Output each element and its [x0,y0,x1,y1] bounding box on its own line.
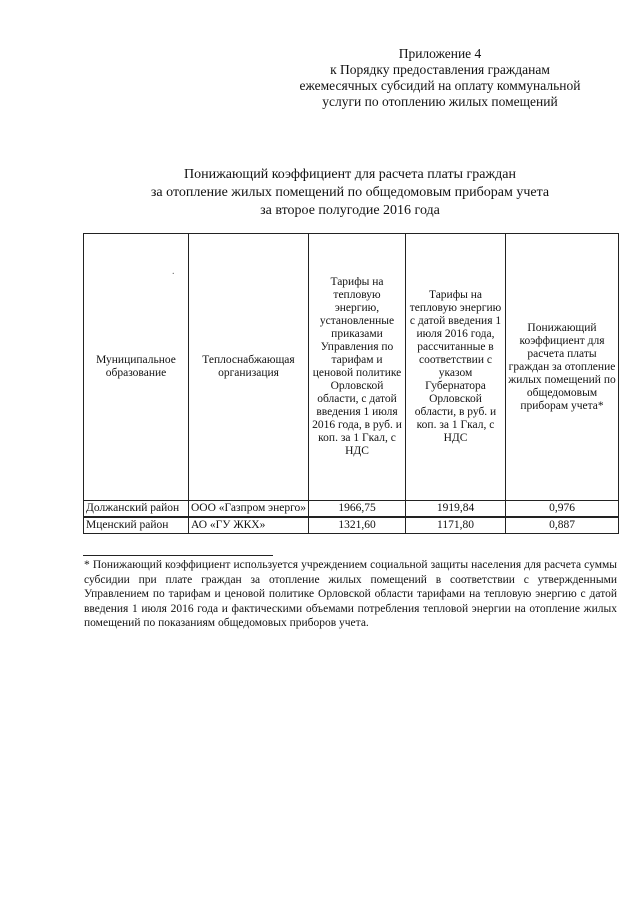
footnote: * Понижающий коэффициент используется учреждением социальной защиты населения для расчета суммы субсидии при плате граждан за отопление жилых помещений в соответствии с утвержденными Управлением по тарифам и ценовой политике Орловской области тарифами на тепловую энергию с датой введения 1 июля 2016 года и фактическими объемами потребления тепловой энергии на отопление жилых помещений по показаниям общедомовых приборов учета. [84,559,617,629]
table-header-row [84,234,619,501]
header-municipality: Муниципальное образование [84,234,189,501]
cell-tariff-approved: 1321,60 [309,517,406,534]
appendix-header [260,46,620,110]
title-line: за второе полугодие 2016 года [260,203,440,218]
cell-heat-supplier: АО «ГУ ЖКХ» [189,517,309,534]
cell-heat-supplier: ООО «Газпром энерго» [189,501,309,518]
header-tariff-approved: Тарифы на тепловую энергию, установленные приказами Управления по тарифам и ценовой политике Орловской области, с датой введения 1 июля 2016 года, в руб. и коп. за 1 Гкал, с НДС [309,234,406,501]
table-row [84,501,619,518]
header-tariff-calculated: Тарифы на тепловую энергию с датой введения 1 июля 2016 года, рассчитанные в соответствии с указом Губернатора Орловской области, в руб. и коп. за 1 Гкал, с НДС [406,234,506,501]
appendix-line: услуги по отоплению жилых помещений [322,94,558,109]
title-line: за отопление жилых помещений по общедомовым приборам учета [150,185,550,200]
document-title [70,166,630,220]
cell-tariff-calculated: 1171,80 [406,517,506,534]
header-heat-supplier: Теплоснабжающая организация [189,234,309,501]
stray-mark: . [172,266,175,277]
cell-reduction-coefficient: 0,887 [506,517,619,534]
header-reduction-coefficient: Понижающий коэффициент для расчета платы граждан за отопление жилых помещений по общедомовым приборам учета* [506,234,619,501]
appendix-line: Приложение 4 [398,46,482,61]
table-row [84,517,619,534]
footnote-divider [83,555,273,556]
appendix-line: ежемесячных субсидий на оплату коммунальной [299,78,581,93]
coefficients-table [83,233,619,534]
appendix-line: к Порядку предоставления гражданам [330,62,550,77]
cell-reduction-coefficient: 0,976 [506,501,619,518]
cell-tariff-calculated: 1919,84 [406,501,506,518]
cell-municipality: Должанский район [84,501,189,518]
cell-tariff-approved: 1966,75 [309,501,406,518]
cell-municipality: Мценский район [84,517,189,534]
title-line: Понижающий коэффициент для расчета платы граждан [183,167,517,182]
